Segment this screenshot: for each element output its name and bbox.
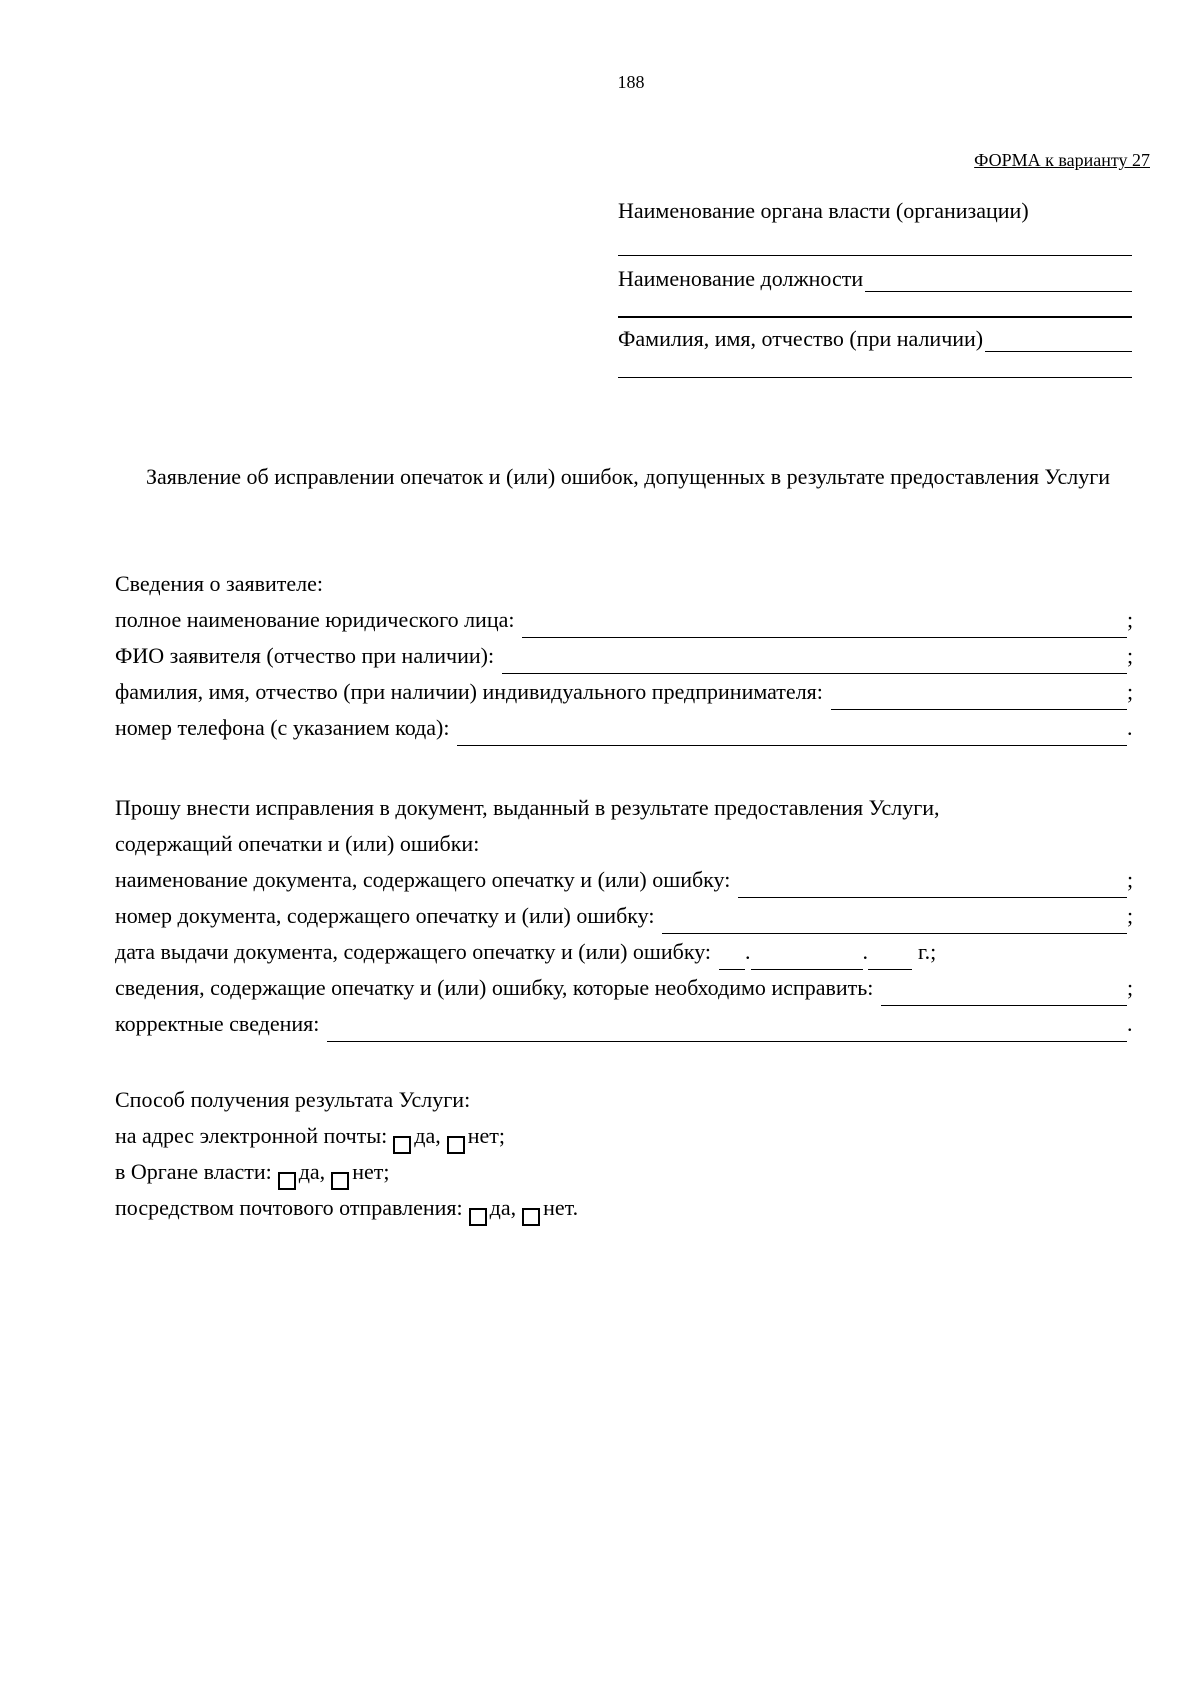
delivery-option-post [115,1190,1137,1226]
fio-rule[interactable] [618,376,1132,378]
document-title: Заявление об исправлении опечаток и (или) ошибок, допущенных в результате предоставления Услуги [146,464,1110,489]
request-field-row [115,970,1137,1006]
fio-field[interactable] [985,329,1132,352]
fio-label: Фамилия, имя, отчество (при наличии) [618,326,984,351]
row-end-mark: ; [1127,679,1134,704]
applicant-fio-label: ФИО заявителя (отчество при наличии): [115,643,495,668]
error-info-field[interactable] [881,979,1127,1006]
no-label: нет; [467,1123,505,1148]
position-row [618,266,1132,292]
correct-info-field[interactable] [327,1015,1127,1042]
correct-info-label: корректные сведения: [115,1011,320,1036]
applicant-fio-field[interactable] [502,647,1127,674]
post-no-checkbox[interactable] [522,1208,540,1226]
doc-number-field[interactable] [662,907,1127,934]
row-end-mark: ; [1127,607,1134,632]
request-field-row [115,1006,1137,1042]
applicant-field-row [115,710,1137,746]
no-label: нет; [352,1159,390,1184]
authority-yes-checkbox[interactable] [278,1172,296,1190]
org-name-rule[interactable] [618,254,1132,256]
form-reference: ФОРМА к варианту 27 [974,150,1150,170]
request-section [115,790,1137,1042]
date-separator: . [745,939,751,964]
delivery-section [115,1082,1137,1226]
entrepreneur-fio-field[interactable] [831,683,1127,710]
no-label: нет. [543,1195,579,1220]
email-option-label: на адрес электронной почты: [115,1123,388,1148]
date-separator: . [862,939,869,964]
applicant-field-row [115,602,1137,638]
row-end-mark: ; [1127,643,1134,668]
request-intro-line1: Прошу внести исправления в документ, выданный в результате предоставления Услуги, [115,795,940,820]
request-field-row [115,898,1137,934]
row-end-mark: . [1127,1011,1133,1036]
request-intro-line2: содержащий опечатки и (или) ошибки: [115,831,480,856]
authority-option-label: в Органе власти: [115,1159,272,1184]
applicant-field-row [115,638,1137,674]
doc-name-field[interactable] [738,871,1127,898]
date-row [115,934,1137,970]
email-no-checkbox[interactable] [447,1136,465,1154]
row-end-mark: ; [1127,975,1134,1000]
phone-field[interactable] [457,719,1127,746]
addressee-block [618,196,1132,226]
doc-number-label: номер документа, содержащего опечатку и (или) ошибку: [115,903,655,928]
position-field[interactable] [865,269,1132,292]
position-label: Наименование должности [618,266,864,291]
delivery-heading: Способ получения результата Услуги: [115,1087,471,1112]
applicant-section [115,566,1137,746]
request-field-row [115,862,1137,898]
date-year-field[interactable] [868,945,912,970]
post-option-label: посредством почтового отправления: [115,1195,463,1220]
date-day-field[interactable] [719,945,745,970]
org-name-label: Наименование органа власти (организации) [618,198,1029,223]
legal-entity-field[interactable] [522,611,1127,638]
phone-label: номер телефона (с указанием кода): [115,715,450,740]
page-number: 188 [617,72,645,92]
yes-label: да, [489,1195,517,1220]
date-suffix: г.; [918,939,937,964]
error-info-label: сведения, содержащие опечатку и (или) ошибку, которые необходимо исправить: [115,975,874,1000]
date-month-field[interactable] [751,945,863,970]
fio-row [618,326,1132,352]
email-yes-checkbox[interactable] [393,1136,411,1154]
delivery-option-email [115,1118,1137,1154]
legal-entity-label: полное наименование юридического лица: [115,607,515,632]
row-end-mark: . [1127,715,1133,740]
authority-no-checkbox[interactable] [331,1172,349,1190]
delivery-option-authority [115,1154,1137,1190]
position-rule[interactable] [618,315,1132,318]
yes-label: да, [298,1159,326,1184]
yes-label: да, [414,1123,441,1148]
row-end-mark: ; [1127,867,1134,892]
doc-name-label: наименование документа, содержащего опечатку и (или) ошибку: [115,867,731,892]
issue-date-label: дата выдачи документа, содержащего опечатку и (или) ошибку: [115,939,712,964]
post-yes-checkbox[interactable] [469,1208,487,1226]
applicant-field-row [115,674,1137,710]
entrepreneur-fio-label: фамилия, имя, отчество (при наличии) индивидуального предпринимателя: [115,679,823,704]
row-end-mark: ; [1127,903,1134,928]
applicant-heading: Сведения о заявителе: [115,571,324,596]
